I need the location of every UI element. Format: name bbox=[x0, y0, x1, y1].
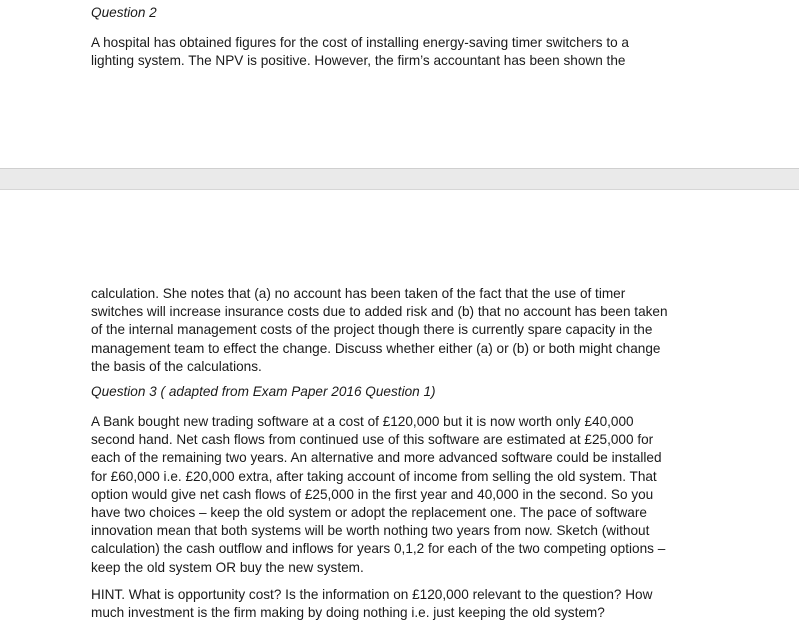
document-page-1 bbox=[0, 0, 799, 168]
paragraph-line: calculation. She notes that (a) no account has been taken of the fact that the use of timer bbox=[91, 286, 626, 301]
page-break-divider bbox=[0, 168, 799, 190]
paragraph-line: A Bank bought new trading software at a cost of £120,000 but it is now worth only £40,000 bbox=[91, 414, 634, 429]
paragraph-line: calculation) the cash outflow and inflows for years 0,1,2 for each of the two competing options – bbox=[91, 541, 666, 557]
paragraph-line: option would give net cash flows of £25,000 in the first year and 40,000 in the second. So you bbox=[91, 486, 654, 502]
paragraph-line: innovation mean that both systems will be worth nothing two years from now. Sketch (without bbox=[91, 523, 650, 539]
paragraph-line: much investment is the firm making by doing nothing i.e. just keeping the old system? bbox=[91, 605, 605, 621]
question-2-paragraph bbox=[91, 34, 731, 70]
question-2-heading: Question 2 bbox=[91, 5, 157, 20]
paragraph-line: of the internal management costs of the project though there is currently spare capacity in the bbox=[91, 322, 653, 338]
paragraph-line: have two choices – keep the old system or adopt the replacement one. The pace of software bbox=[91, 505, 647, 521]
document-page-2 bbox=[0, 190, 799, 636]
question-3-heading: Question 3 ( adapted from Exam Paper 2016 Question 1) bbox=[91, 384, 436, 399]
paragraph-line: each of the remaining two years. An alternative and more advanced software could be installed bbox=[91, 450, 662, 466]
paragraph-line: second hand. Net cash flows from continued use of this software are estimated at £25,000 for bbox=[91, 432, 654, 448]
paragraph-line: for £60,000 i.e. £20,000 extra, after taking account of income from selling the old system. That bbox=[91, 468, 657, 484]
paragraph-line: management team to effect the change. Discuss whether either (a) or (b) or both might change bbox=[91, 340, 661, 356]
paragraph-line: switches will increase insurance costs due to added risk and (b) that no account has been taken bbox=[91, 304, 668, 320]
paragraph-line: lighting system. The NPV is positive. However, the firm’s accountant has been shown the bbox=[91, 53, 626, 69]
paragraph-line: A hospital has obtained figures for the cost of installing energy-saving timer switchers to a bbox=[91, 35, 629, 50]
paragraph-line: the basis of the calculations. bbox=[91, 358, 262, 374]
paragraph-line: keep the old system OR buy the new system. bbox=[91, 559, 364, 575]
hint-paragraph bbox=[91, 586, 731, 622]
question-2-continuation-paragraph bbox=[91, 285, 731, 376]
paragraph-line: HINT. What is opportunity cost? Is the information on £120,000 relevant to the question? How bbox=[91, 587, 653, 602]
question-3-paragraph bbox=[91, 413, 731, 577]
